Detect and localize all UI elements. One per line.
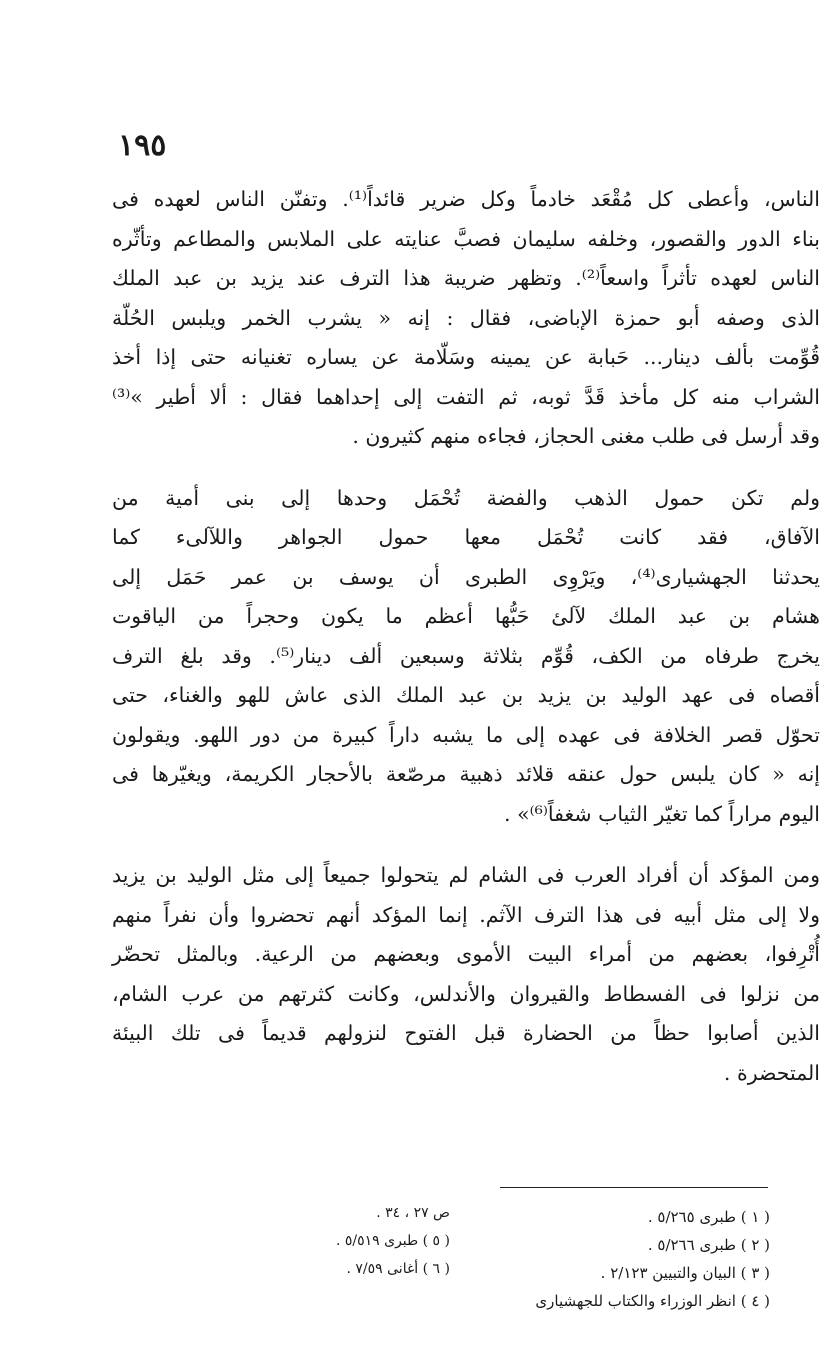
body-text [112, 180, 820, 1093]
footnote: ( ٢ ) طبرى ٥/٢٦٦ . [647, 1236, 770, 1254]
footnote: ( ٥ ) طبرى ٥/٥١٩ . [335, 1233, 450, 1249]
text-line: يخرج طرفاه من الكف، قُوِّم بثلاثة وسبعين ألف دينار⁽⁵⁾. وقد بلغ الترف [112, 643, 820, 668]
footnotes-left-column [210, 1199, 450, 1283]
text-line: بناء الدور والقصور، وخلفه سليمان فصبَّ عنايته على الملابس والمطاعم وتأثّره [112, 226, 820, 251]
paragraph-1 [112, 180, 820, 457]
text-line: ولم تكن حمول الذهب والفضة تُحْمَل وحدها إلى بنى أمية من [112, 485, 820, 510]
text-line: ومن المؤكد أن أفراد العرب فى الشام لم يتحولوا جميعاً إلى مثل الوليد بن يزيد [112, 863, 820, 887]
text-line: الذين أصابوا حظاً من الحضارة قبل الفتوح لنزولهم قديماً فى تلك البيئة [112, 1021, 820, 1045]
text-line: من نزلوا فى الفسطاط والقيروان والأندلس، وكانت كثرتهم من عرب الشام، [112, 981, 820, 1006]
text-line: أقصاه فى عهد الوليد بن يزيد بن عبد الملك الذى عاش للهو والغناء، حتى [112, 683, 820, 707]
page-number: ١٩٥ [118, 128, 167, 163]
text-line: المتحضرة . [723, 1060, 820, 1085]
text-line: أُتْرِفوا، بعضهم من أمراء البيت الأموى وبعضهم من الرعية. وبالمثل تحضّر [112, 942, 820, 966]
paragraph-3 [112, 856, 820, 1093]
text-line: اليوم مراراً كما تغيّر الثياب شغفاً⁽⁶⁾» . [504, 801, 820, 826]
footnote-divider [500, 1187, 768, 1188]
text-line: الشراب منه كل مأخذ قَدَّ ثوبه، ثم التفت إلى إحداهما فقال : ألا أطير »⁽³⁾ [112, 384, 820, 409]
footnote: ( ٤ ) انظر الوزراء والكتاب للجهشيارى [535, 1292, 770, 1310]
footnote: ( ٣ ) البيان والتبيين ٢/١٢٣ . [600, 1264, 770, 1282]
text-line: هشام بن عبد الملك لآلئ حَبُّها أعظم ما يكون وحجراً من الياقوت [112, 604, 820, 628]
footnote-continuation: ص ٢٧ ، ٣٤ . [376, 1205, 450, 1221]
text-line: ولا إلى مثل أبيه فى هذا الترف الآثم. إنما المؤكد أنهم تحضروا وأن نفراً منهم [112, 902, 820, 927]
footnote: ( ٦ ) أغانى ٧/٥٩ . [346, 1261, 450, 1277]
text-line: وقد أرسل فى طلب مغنى الحجاز، فجاءه منهم كثيرون . [352, 424, 820, 448]
paragraph-2 [112, 479, 820, 835]
text-line: الناس، وأعطى كل مُقْعَد خادماً وكل ضرير قائداً⁽¹⁾. وتفنّن الناس لعهده فى [112, 187, 820, 211]
text-line: الذى وصفه أبو حمزة الإباضى، فقال : إنه « يشرب الخمر ويلبس الحُلّة [112, 305, 820, 330]
text-line: قُوِّمت بألف دينار... حَبابة عن يمينه وسَلّامة عن يساره تغنيانه حتى إذا أخذ [112, 345, 820, 369]
text-line: إنه « كان يلبس حول عنقه قلائد ذهبية مرصّعة بالأحجار الكريمة، ويغيّرها فى [112, 762, 820, 786]
text-line: يحدثنا الجهشيارى⁽⁴⁾، ويَرْوِى الطبرى أن يوسف بن عمر حَمَل إلى [112, 564, 820, 589]
text-line: تحوّل قصر الخلافة فى عهده إلى ما يشبه داراً كبيرة من دور اللهو. ويقولون [112, 722, 820, 747]
text-line: الآفاق، فقد كانت تُحْمَل معها حمول الجواهر واللآلىء كما [112, 525, 820, 549]
footnote: ( ١ ) طبرى ٥/٢٦٥ . [647, 1208, 770, 1226]
text-line: الناس لعهده تأثراً واسعاً⁽²⁾. وتظهر ضريبة هذا الترف عند يزيد بن عبد الملك [112, 266, 820, 290]
footnotes-right-column [470, 1203, 770, 1315]
